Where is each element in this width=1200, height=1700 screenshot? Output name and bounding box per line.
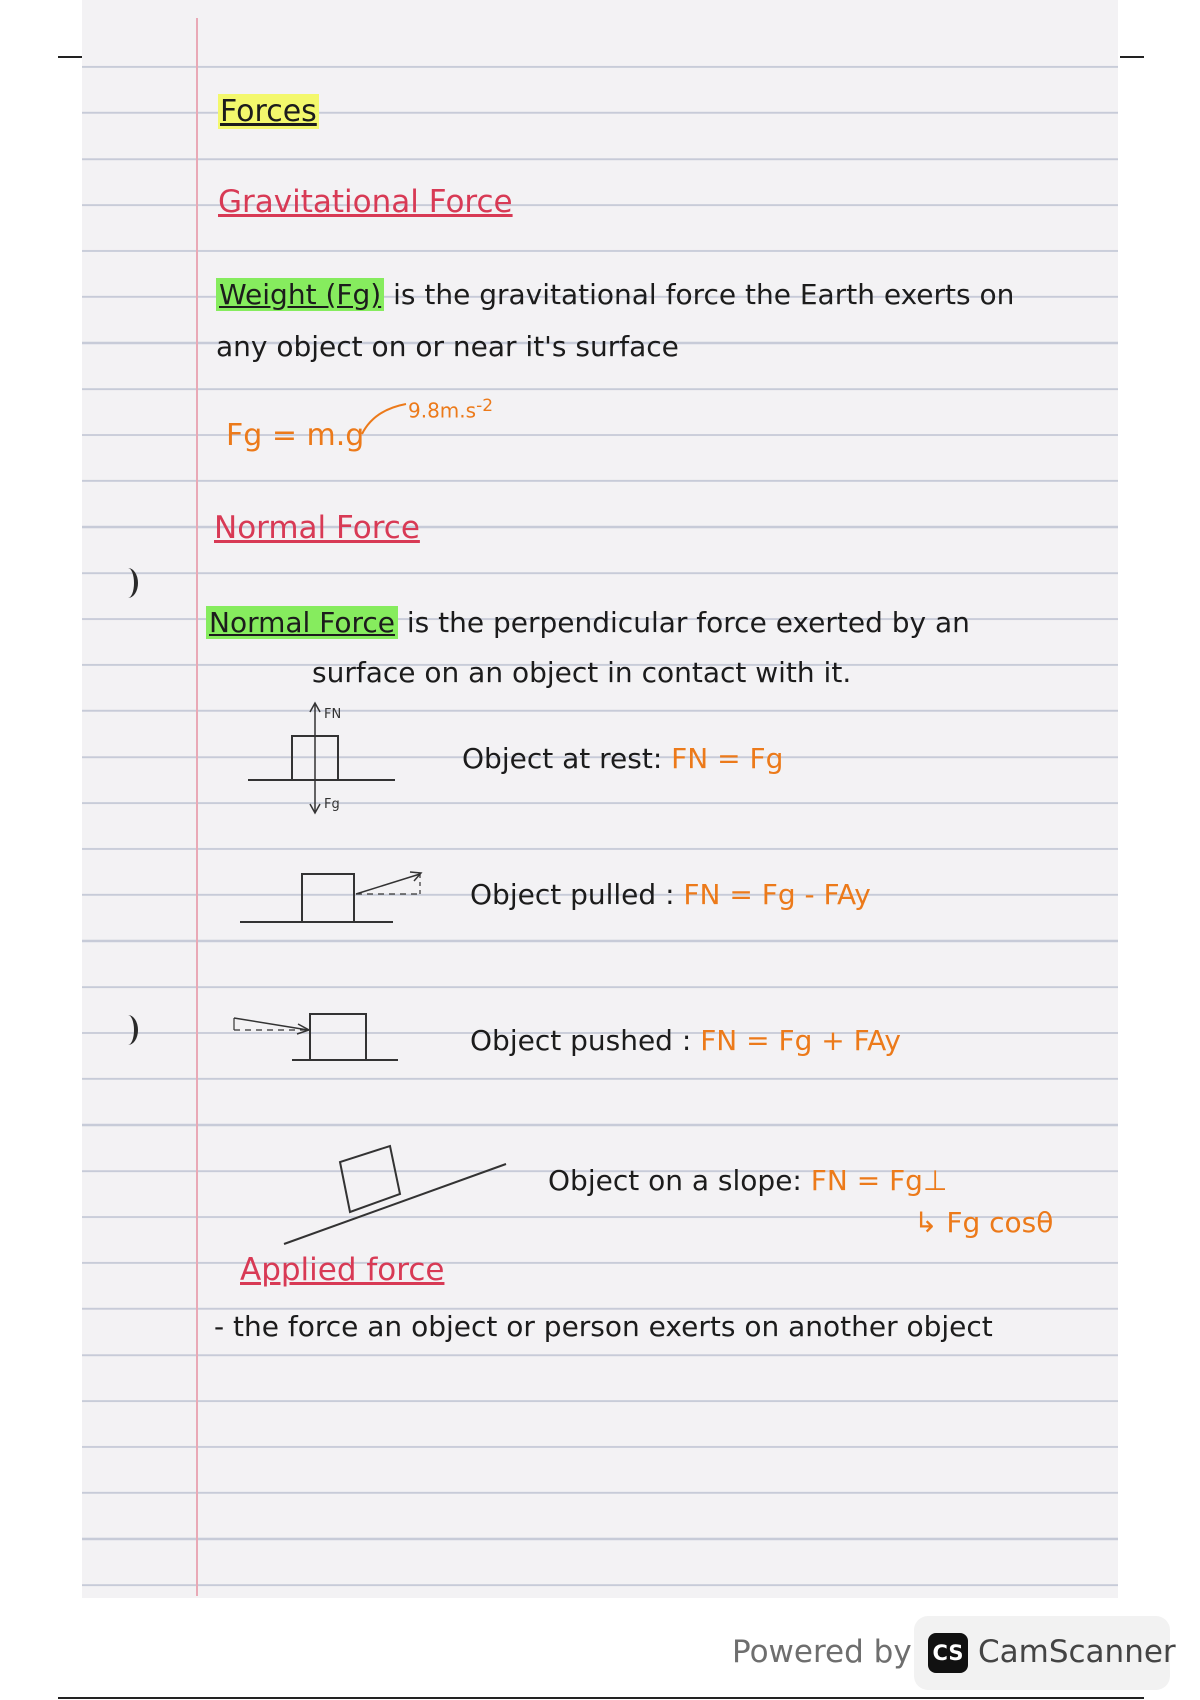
case-object-at-rest xyxy=(462,742,783,775)
case-object-pushed xyxy=(470,1024,901,1057)
binder-hole-bottom xyxy=(118,1015,138,1045)
case-formula: FN = Fg xyxy=(671,742,784,775)
case-label: Object pushed : xyxy=(470,1024,701,1057)
camscanner-brand: CamScanner xyxy=(978,1634,1176,1670)
crop-mark-right xyxy=(1120,56,1144,58)
g-exponent: -2 xyxy=(476,396,494,416)
case-slope-formula-line2: ↳ Fg cosθ xyxy=(914,1206,1054,1239)
camscanner-badge xyxy=(914,1616,1176,1690)
case-formula: FN = Fg - FAy xyxy=(683,878,871,911)
normal-term: Normal Force xyxy=(206,606,398,639)
page-title: Forces xyxy=(220,94,317,129)
diagram-label-fn: FN xyxy=(324,707,342,722)
margin-line xyxy=(196,18,198,1596)
heading-applied-force: Applied force xyxy=(240,1252,445,1288)
normal-definition-text: is the perpendicular force exerted by an xyxy=(397,606,970,639)
case-formula: FN = Fg + FAy xyxy=(700,1024,901,1057)
g-pointer-arrow xyxy=(360,398,410,438)
diagram-object-pushed xyxy=(228,1006,403,1076)
camscanner-logo-icon: CS xyxy=(928,1633,968,1673)
weight-definition-line2: any object on or near it's surface xyxy=(216,330,679,363)
g-value: 9.8m.s xyxy=(408,398,477,423)
scan-bottom-edge xyxy=(58,1697,1144,1699)
powered-by-text: Powered by xyxy=(732,1634,912,1670)
case-object-pulled xyxy=(470,878,871,911)
crop-mark-left xyxy=(58,56,82,58)
diagram-object-pulled xyxy=(238,864,438,934)
binder-hole-top xyxy=(118,568,138,598)
weight-definition-text: is the gravitational force the Earth exerts on xyxy=(384,278,1015,311)
diagram-object-at-rest xyxy=(240,700,400,820)
case-formula: FN = Fg⊥ xyxy=(810,1164,948,1197)
case-label: Object pulled : xyxy=(470,878,684,911)
notebook-page xyxy=(82,0,1118,1598)
diagram-object-on-slope xyxy=(280,1140,510,1250)
case-label: Object on a slope: xyxy=(548,1164,811,1197)
applied-definition: - the force an object or person exerts on another object xyxy=(214,1310,993,1343)
normal-definition-line2: surface on an object in contact with it. xyxy=(312,656,852,689)
weight-term: Weight (Fg) xyxy=(216,278,384,311)
g-value-note xyxy=(408,396,493,422)
case-label: Object at rest: xyxy=(462,742,672,775)
weight-definition-line1 xyxy=(216,278,1014,311)
normal-definition-line1 xyxy=(206,606,970,639)
weight-formula: Fg = m.g xyxy=(226,418,365,453)
diagram-label-fg: Fg xyxy=(324,797,340,812)
heading-gravitational-force: Gravitational Force xyxy=(218,184,513,220)
case-object-on-slope xyxy=(548,1164,947,1197)
heading-normal-force: Normal Force xyxy=(214,510,420,546)
